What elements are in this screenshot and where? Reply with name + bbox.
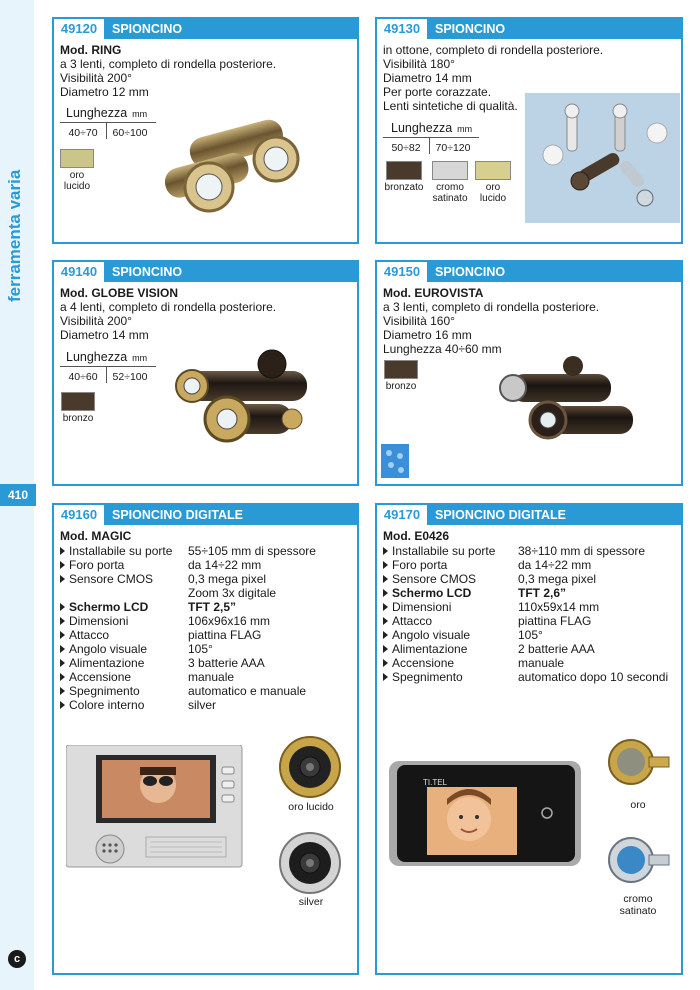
spec-key: Alimentazione — [392, 642, 468, 656]
product-card-49120 — [52, 17, 359, 244]
spec-row — [60, 698, 316, 712]
spec-key: Angolo visuale — [392, 628, 471, 642]
spec-key: Dimensioni — [69, 614, 129, 628]
peephole-set-photo — [525, 93, 680, 223]
spec-row — [60, 586, 316, 600]
bullet-triangle-icon — [383, 603, 388, 611]
peephole-eurovista-image — [493, 354, 643, 464]
card-header — [377, 262, 681, 282]
section-title: ferramenta varia — [5, 169, 24, 302]
product-title: SPIONCINO — [112, 22, 183, 36]
color-swatch — [60, 149, 94, 168]
spec-key: Sensore CMOS — [392, 572, 477, 586]
model-name: Mod. E0426 — [383, 529, 450, 543]
spec-row — [383, 544, 668, 558]
spec-row — [60, 670, 316, 684]
bullet-triangle-icon — [60, 645, 65, 653]
spec-list — [383, 544, 668, 684]
spec-row — [383, 558, 668, 572]
desc-line: Diametro 14 mm — [60, 328, 149, 342]
card-header — [377, 505, 681, 525]
spec-value: 110x59x14 mm — [518, 600, 600, 614]
bullet-triangle-icon — [60, 701, 65, 709]
color-swatch — [432, 161, 468, 180]
spec-key: Accensione — [392, 656, 455, 670]
length-value: 52÷100 — [106, 367, 153, 383]
spec-row — [383, 642, 668, 656]
finish-bronzo: bronzo — [60, 392, 96, 424]
spec-key: Foro porta — [392, 558, 448, 572]
spec-key: Attacco — [392, 614, 433, 628]
bullet-triangle-icon — [60, 673, 65, 681]
spec-value: 2 batterie AAA — [518, 642, 595, 656]
product-description — [383, 286, 599, 356]
device-brand-logo: TI.TEL — [423, 778, 448, 787]
product-title: SPIONCINO DIGITALE — [112, 508, 244, 522]
spec-row — [383, 600, 668, 614]
bullet-triangle-icon — [60, 575, 65, 583]
spec-key: Alimentazione — [69, 656, 145, 670]
card-header — [377, 19, 681, 39]
product-description — [60, 43, 276, 99]
peephole-globe-vision-image — [172, 346, 322, 456]
bullet-triangle-icon — [383, 589, 388, 597]
product-card-49160 — [52, 503, 359, 975]
product-code: 49150 — [377, 262, 429, 282]
spec-row — [60, 614, 316, 628]
camera-cromo-satinato-image — [605, 835, 671, 885]
spec-key: Foro porta — [69, 558, 125, 572]
bullet-triangle-icon — [60, 547, 65, 555]
finish-cromo-satinato: cromo satinato — [429, 161, 471, 204]
spec-key: Spegnimento — [69, 684, 140, 698]
spec-key: Colore interno — [69, 698, 145, 712]
digital-viewer-e0426-image — [387, 757, 587, 872]
spec-list — [60, 544, 316, 712]
desc-line: Diametro 16 mm — [383, 328, 472, 342]
camera-oro-image — [605, 737, 671, 787]
sidebar — [0, 0, 34, 990]
bullet-triangle-icon — [383, 547, 388, 555]
spec-value: 105° — [518, 628, 543, 642]
camera-oro-lucido-image — [278, 735, 342, 799]
bullet-triangle-icon — [383, 575, 388, 583]
spec-row — [383, 572, 668, 586]
length-value: 50÷82 — [391, 142, 421, 154]
product-code: 49140 — [54, 262, 106, 282]
bullet-triangle-icon — [60, 687, 65, 695]
length-label: Lunghezza mm — [66, 350, 148, 364]
bullet-triangle-icon — [383, 659, 388, 667]
spec-row — [383, 670, 668, 684]
blister-pack-icon — [381, 444, 409, 478]
spec-key: Sensore CMOS — [69, 572, 154, 586]
length-value: 60÷100 — [106, 123, 153, 139]
desc-line: Lenti sintetiche di qualità. — [383, 99, 518, 113]
spec-value: piattina FLAG — [518, 614, 592, 628]
spec-value: 38÷110 mm di spessore — [518, 544, 646, 558]
variant-label: oro — [630, 799, 646, 811]
digital-viewer-magic-image — [66, 745, 246, 870]
bullet-triangle-icon — [60, 617, 65, 625]
bullet-triangle-icon — [60, 631, 65, 639]
product-code: 49120 — [54, 19, 106, 39]
spec-key: Spegnimento — [392, 670, 463, 684]
product-card-49140 — [52, 260, 359, 486]
desc-line: Diametro 14 mm — [383, 71, 472, 85]
model-name: Mod. GLOBE VISION — [60, 286, 179, 300]
color-swatch — [384, 360, 418, 379]
product-code: 49160 — [54, 505, 106, 525]
spec-value: silver — [188, 698, 217, 712]
length-value: 40÷70 — [68, 127, 98, 139]
desc-line: Diametro 12 mm — [60, 85, 149, 99]
bullet-triangle-icon — [383, 631, 388, 639]
bullet-triangle-icon — [383, 673, 388, 681]
spec-key: Installabile su porte — [69, 544, 173, 558]
product-card-49170 — [375, 503, 683, 975]
spec-key: Schermo LCD — [392, 586, 472, 600]
spec-value: 105° — [188, 642, 213, 656]
product-description — [60, 286, 276, 342]
finish-oro-lucido: oro lucido — [60, 149, 94, 192]
desc-line: Visibilità 160° — [383, 314, 455, 328]
card-header — [54, 505, 357, 525]
desc-line: Visibilità 200° — [60, 314, 132, 328]
card-header — [54, 262, 357, 282]
spec-row — [60, 656, 316, 670]
variant-label: oro lucido — [288, 801, 334, 813]
product-card-49130 — [375, 17, 683, 244]
spec-value: 0,3 mega pixel — [518, 572, 597, 586]
model-name: Mod. MAGIC — [60, 529, 132, 543]
desc-line: Per porte corazzate. — [383, 85, 492, 99]
spec-value: TFT 2,6” — [518, 586, 567, 600]
product-title: SPIONCINO — [112, 265, 183, 279]
length-table — [60, 122, 156, 139]
spec-value: da 14÷22 mm — [518, 558, 592, 572]
spec-key: Dimensioni — [392, 600, 452, 614]
peephole-ring-image — [144, 109, 314, 219]
spec-row — [383, 628, 668, 642]
spec-value: automatico dopo 10 secondi — [518, 670, 669, 684]
length-label: Lunghezza mm — [391, 121, 473, 135]
page-number: 410 — [0, 484, 36, 506]
model-name: Mod. RING — [60, 43, 122, 57]
spec-row — [60, 600, 316, 614]
bullet-triangle-icon — [383, 561, 388, 569]
product-title: SPIONCINO DIGITALE — [435, 508, 567, 522]
spec-value: manuale — [518, 656, 565, 670]
length-table — [383, 137, 479, 154]
desc-line: in ottone, completo di rondella posteriore. — [383, 43, 604, 57]
finish-oro-lucido: oro lucido — [475, 161, 511, 204]
bullet-triangle-icon — [60, 561, 65, 569]
product-card-49150 — [375, 260, 683, 486]
spec-value: piattina FLAG — [188, 628, 262, 642]
desc-line: a 4 lenti, completo di rondella posteriore. — [60, 300, 277, 314]
camera-silver-image — [278, 831, 342, 895]
variant-label: silver — [298, 896, 324, 908]
product-code: 49130 — [377, 19, 429, 39]
spec-value: 3 batterie AAA — [188, 656, 265, 670]
length-value: 70÷120 — [429, 138, 476, 154]
color-swatch — [61, 392, 95, 411]
bullet-triangle-icon — [60, 586, 65, 600]
model-name: Mod. EUROVISTA — [383, 286, 484, 300]
spec-key: Accensione — [69, 670, 132, 684]
spec-row — [383, 586, 668, 600]
variant-label: cromo satinato — [619, 893, 657, 917]
bullet-triangle-icon — [383, 645, 388, 653]
length-label: Lunghezza mm — [66, 106, 148, 120]
spec-value: manuale — [188, 670, 235, 684]
color-swatch — [386, 161, 422, 180]
desc-line: Lunghezza 40÷60 mm — [383, 342, 502, 356]
spec-row — [60, 628, 316, 642]
spec-row — [60, 558, 316, 572]
product-code: 49170 — [377, 505, 429, 525]
spec-value: automatico e manuale — [188, 684, 307, 698]
spec-row — [60, 572, 316, 586]
desc-line: Visibilità 200° — [60, 71, 132, 85]
card-header — [54, 19, 357, 39]
desc-line: Visibilità 180° — [383, 57, 455, 71]
desc-line: a 3 lenti, completo di rondella posteriore. — [383, 300, 600, 314]
length-value: 40÷60 — [68, 371, 98, 383]
finish-bronzato: bronzato — [381, 161, 427, 193]
spec-row — [60, 684, 316, 698]
spec-value: 0,3 mega pixel — [188, 572, 267, 586]
spec-key: Attacco — [69, 628, 110, 642]
copyright-icon: c — [8, 950, 26, 968]
spec-key: Angolo visuale — [69, 642, 148, 656]
spec-value: TFT 2,5” — [188, 600, 237, 614]
finish-bronzo: bronzo — [383, 360, 419, 392]
spec-row — [60, 544, 316, 558]
spec-row — [383, 656, 668, 670]
spec-value: 106x96x16 mm — [188, 614, 271, 628]
length-table — [60, 366, 156, 383]
bullet-triangle-icon — [60, 603, 65, 611]
spec-key: Schermo LCD — [69, 600, 149, 614]
spec-key: Installabile su porte — [392, 544, 496, 558]
spec-value: 55÷105 mm di spessore — [188, 544, 316, 558]
spec-row — [383, 614, 668, 628]
product-title: SPIONCINO — [435, 22, 506, 36]
color-swatch — [475, 161, 511, 180]
desc-line: a 3 lenti, completo di rondella posteriore. — [60, 57, 277, 71]
product-title: SPIONCINO — [435, 265, 506, 279]
bullet-triangle-icon — [60, 659, 65, 667]
spec-row — [60, 642, 316, 656]
spec-value: Zoom 3x digitale — [188, 586, 277, 600]
spec-value: da 14÷22 mm — [188, 558, 262, 572]
bullet-triangle-icon — [383, 617, 388, 625]
